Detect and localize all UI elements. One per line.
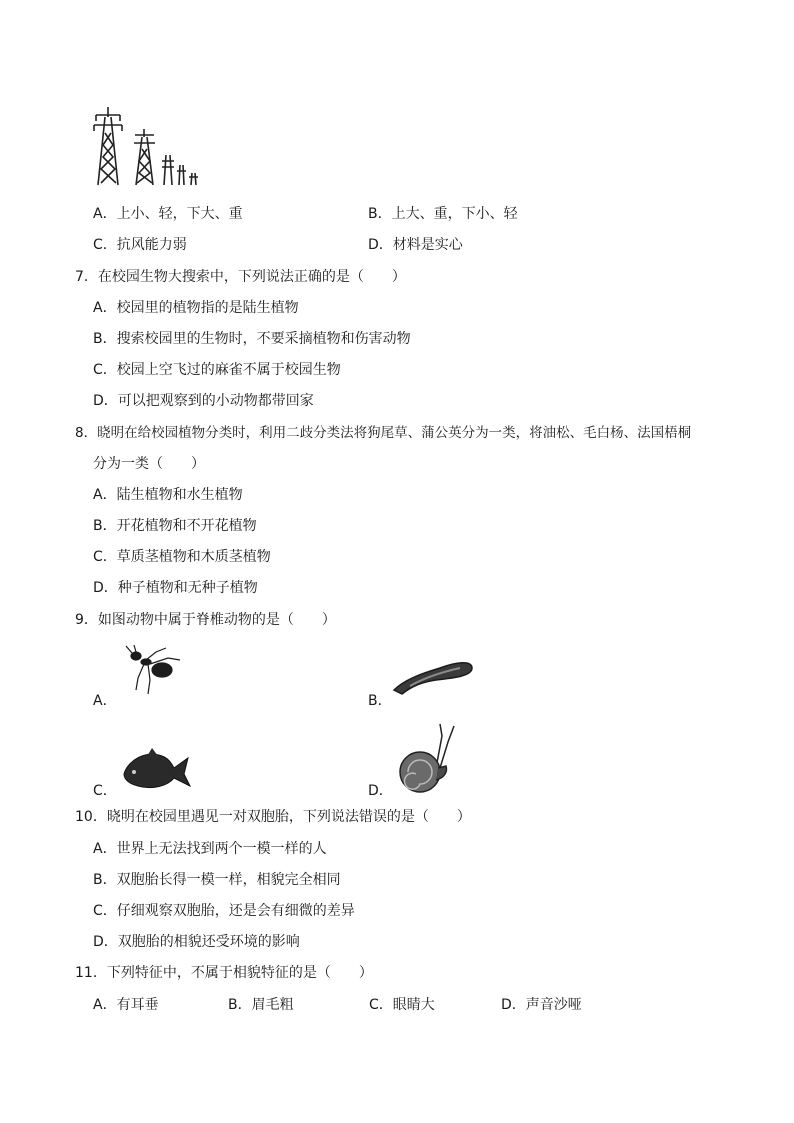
q6-option-a: A．上小、轻，下大、重	[93, 206, 243, 222]
q11-stem: 11．下列特征中，不属于相貌特征的是（ ）	[75, 965, 373, 981]
q11-option-c: C．眼睛大	[369, 997, 435, 1013]
q8-stem-line1: 8．晓明在给校园植物分类时，利用二歧分类法将狗尾草、蒲公英分为一类，将油松、毛白杨、法国梧桐	[75, 425, 692, 441]
q7-option-c: C．校园上空飞过的麻雀不属于校园生物	[93, 362, 341, 378]
q8-option-a: A．陆生植物和水生植物	[93, 487, 243, 503]
q10-stem: 10．晓明在校园里遇见一对双胞胎，下列说法错误的是（ ）	[75, 809, 471, 825]
q9-option-b: B．	[368, 693, 392, 709]
q11-option-b: B．眉毛粗	[228, 997, 294, 1013]
q9-option-a: A．	[93, 693, 117, 709]
q6-option-b: B．上大、重，下小、轻	[368, 206, 518, 222]
q11-option-a: A．有耳垂	[93, 997, 159, 1013]
q9-stem: 9．如图动物中属于脊椎动物的是（ ）	[75, 612, 336, 628]
q10-option-a: A．世界上无法找到两个一模一样的人	[93, 841, 327, 857]
q7-option-a: A．校园里的植物指的是陆生植物	[93, 300, 299, 316]
q8-option-d: D．种子植物和无种子植物	[93, 580, 258, 596]
q7-stem: 7．在校园生物大搜索中，下列说法正确的是（ ）	[75, 269, 406, 285]
q7-option-d: D．可以把观察到的小动物都带回家	[93, 393, 314, 409]
q10-option-d: D．双胞胎的相貌还受环境的影响	[93, 934, 300, 950]
q8-option-c: C．草质茎植物和木质茎植物	[93, 549, 271, 565]
q7-option-b: B．搜索校园里的生物时，不要采摘植物和伤害动物	[93, 331, 411, 347]
q8-stem-line2: 分为一类（ ）	[93, 456, 205, 472]
earthworm-icon	[390, 656, 478, 698]
fish-icon	[118, 744, 192, 792]
transmission-tower-icon	[92, 103, 204, 189]
q11-option-d: D．声音沙哑	[501, 997, 582, 1013]
q6-option-d: D．材料是实心	[368, 237, 463, 253]
q9-option-d: D．	[368, 783, 393, 799]
q9-option-c: C．	[93, 783, 117, 799]
snail-icon	[392, 722, 460, 794]
q6-option-c: C．抗风能力弱	[93, 237, 187, 253]
ant-icon	[122, 644, 184, 696]
q8-option-b: B．开花植物和不开花植物	[93, 518, 257, 534]
q10-option-b: B．双胞胎长得一模一样，相貌完全相同	[93, 872, 341, 888]
q10-option-c: C．仔细观察双胞胎，还是会有细微的差异	[93, 903, 355, 919]
